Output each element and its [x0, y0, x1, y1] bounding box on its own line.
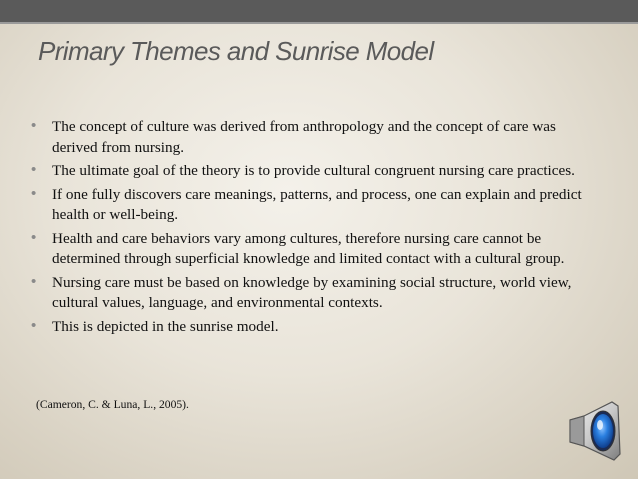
bullet-glyph: • [31, 184, 37, 202]
slide-title: Primary Themes and Sunrise Model [38, 36, 434, 66]
bullet-text: If one fully discovers care meanings, patterns, and process, one can explain and predict health or well-being. [52, 185, 582, 223]
bullet-text: Health and care behaviors vary among cultures, therefore nursing care cannot be determined through superficial knowledge and limited contact with a cultural group. [52, 229, 565, 267]
bullet-text: The ultimate goal of the theory is to provide cultural congruent nursing care practices. [52, 162, 575, 179]
bullet-item [30, 117, 590, 158]
bullet-item [30, 229, 590, 270]
slide-top-bar [0, 0, 638, 22]
bullet-text: Nursing care must be based on knowledge by examining social structure, world view, cultural values, language, and environmental contexts. [52, 273, 572, 311]
bullet-item [30, 185, 590, 226]
citation: (Cameron, C. & Luna, L., 2005). [36, 398, 189, 411]
speaker-icon[interactable] [566, 398, 624, 464]
bullet-glyph: • [31, 117, 37, 134]
bullet-text: The concept of culture was derived from anthropology and the concept of care was derived from nursing. [52, 118, 556, 156]
bullet-list [30, 117, 590, 340]
slide-top-divider [0, 22, 638, 24]
bullet-text: This is depicted in the sunrise model. [52, 317, 279, 335]
bullet-glyph: • [31, 161, 37, 178]
bullet-item [30, 317, 590, 338]
bullet-item [30, 273, 590, 314]
bullet-glyph: • [31, 228, 37, 246]
bullet-glyph: • [31, 316, 37, 334]
bullet-item [30, 161, 590, 182]
bullet-glyph: • [31, 272, 37, 290]
